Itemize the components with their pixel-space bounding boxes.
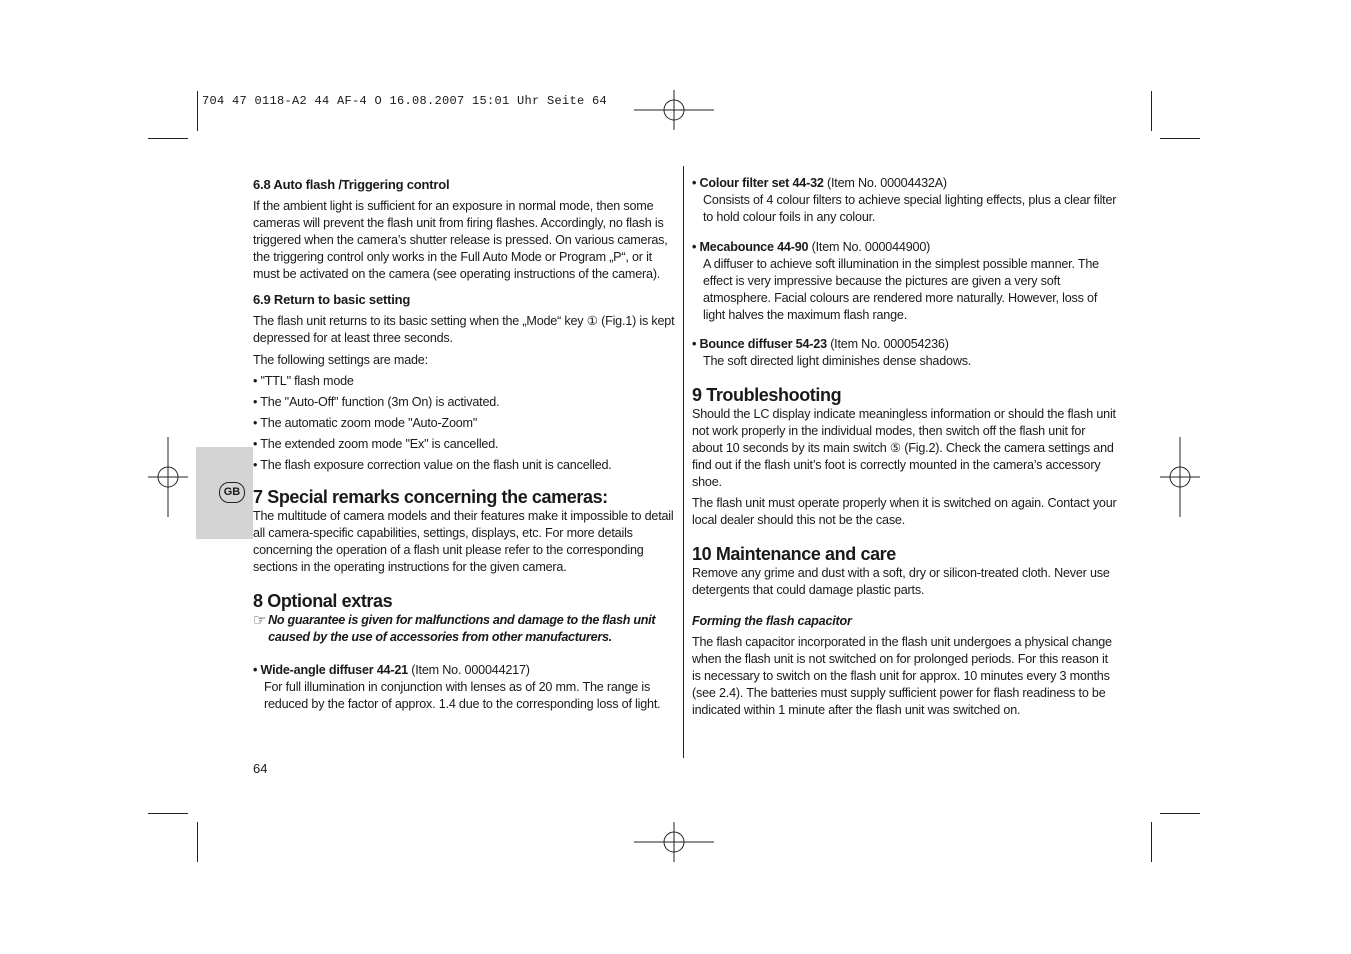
left-column: [253, 176, 679, 713]
section-6-9-body: The flash unit returns to its basic setting when the „Mode“ key ① (Fig.1) is kept depressed for at least three seconds.: [253, 314, 675, 345]
registration-mark-bottom: [634, 822, 714, 862]
section-9-body-1: Should the LC display indicate meaningless information or should the flash unit not work properly in the individual modes, then switch off the flash unit for about 10 seconds by its main switch ⑤ (Fig.2). Check the camera settings and find out if the flash unit’s foot is correctly mounted in the camera’s accessory shoe.: [692, 407, 1116, 489]
section-6-9-lead: The following settings are made:: [253, 353, 428, 367]
language-badge: GB: [219, 482, 245, 503]
item-number: (Item No. 000044900): [808, 240, 931, 254]
item-name: • Mecabounce 44-90: [692, 240, 809, 254]
list-item: • The extended zoom mode "Ex" is cancelled.: [253, 437, 499, 451]
list-item: • The "Auto-Off" function (3m On) is activated.: [253, 395, 500, 409]
list-item: • The flash exposure correction value on the flash unit is cancelled.: [253, 458, 612, 472]
registration-mark-left: [148, 437, 188, 517]
item-number: (Item No. 00004432A): [823, 176, 947, 190]
item-number: (Item No. 000054236): [826, 337, 949, 351]
warning-note: [253, 612, 679, 646]
section-6-9-title: 6.9 Return to basic setting: [253, 292, 411, 307]
subsection-title: Forming the flash capacitor: [692, 614, 852, 628]
accessory-item-colour-filter: [692, 175, 1117, 192]
column-divider: [683, 166, 684, 758]
item-description: The soft directed light diminishes dense shadows.: [703, 354, 972, 368]
item-description: Consists of 4 colour filters to achieve special lighting effects, plus a clear filter to hold colour foils in any colour.: [703, 193, 1117, 224]
subsection-body: The flash capacitor incorporated in the flash unit undergoes a physical change when the flash unit is not switched on for prolonged periods. For this reason it is necessary to switch on the flash unit for approx. 10 minutes every 3 months (see 2.4). The batteries must supply sufficient power for flash readiness to be indicated within 1 minute after the flash unit was switched on.: [692, 635, 1112, 717]
item-description: For full illumination in conjunction with lenses as of 20 mm. The range is reduced by the factor of approx. 1.4 due to the corresponding loss of light.: [264, 680, 661, 711]
registration-mark-top: [634, 90, 714, 130]
section-6-8-title: 6.8 Auto flash /Triggering control: [253, 177, 450, 192]
accessory-item-mecabounce: [692, 239, 1117, 256]
print-header: 704 47 0118-A2 44 AF-4 O 16.08.2007 15:01 Uhr Seite 64: [202, 94, 608, 108]
section-7-body: The multitude of camera models and their features make it impossible to detail all camera-specific capabilities, settings, displays, etc. For more details concerning the operation of a flash unit please refer to the corresponding sections in the operating instructions for the given camera.: [253, 509, 674, 574]
section-8-title: 8 Optional extras: [253, 591, 393, 611]
page-number: 64: [253, 761, 268, 776]
section-10-body: Remove any grime and dust with a soft, dry or silicon-treated cloth. Never use detergents that could damage plastic parts.: [692, 566, 1110, 597]
item-name: • Bounce diffuser 54-23: [692, 337, 827, 351]
accessory-item-wide-angle: [253, 662, 679, 679]
item-name: • Wide-angle diffuser 44-21: [253, 663, 408, 677]
registration-mark-right: [1160, 437, 1200, 517]
section-7-title: 7 Special remarks concerning the cameras:: [253, 487, 608, 507]
list-item: • The automatic zoom mode "Auto-Zoom": [253, 416, 478, 430]
section-9-body-2: The flash unit must operate properly when it is switched on again. Contact your local dealer should this not be the case.: [692, 496, 1117, 527]
section-10-title: 10 Maintenance and care: [692, 544, 896, 564]
item-description: A diffuser to achieve soft illumination in the simplest possible manner. The effect is very impressive because the pictures are given a very soft atmosphere. Facial colours are rendered more naturally. However, loss of light halves the maximum flash range.: [703, 257, 1099, 322]
item-name: • Colour filter set 44-32: [692, 176, 824, 190]
list-item: • "TTL" flash mode: [253, 374, 354, 388]
section-6-8-body: If the ambient light is sufficient for an exposure in normal mode, then some cameras will prevent the flash unit from firing flashes. Accordingly, no flash is triggered when the camera’s shutter release is pressed. On various cameras, the triggering control only works in the Full Auto Mode or Program „P“, or it must be activated on the camera (see operating instructions of the camera).: [253, 199, 668, 281]
right-column: [692, 175, 1117, 719]
accessory-item-bounce-diffuser: [692, 336, 1117, 353]
warning-text: No guarantee is given for malfunctions and damage to the flash unit caused by the use of accessories from other manufacturers.: [268, 613, 656, 644]
item-number: (Item No. 000044217): [407, 663, 530, 677]
pointing-hand-icon: ☞: [253, 612, 267, 629]
section-9-title: 9 Troubleshooting: [692, 385, 842, 405]
